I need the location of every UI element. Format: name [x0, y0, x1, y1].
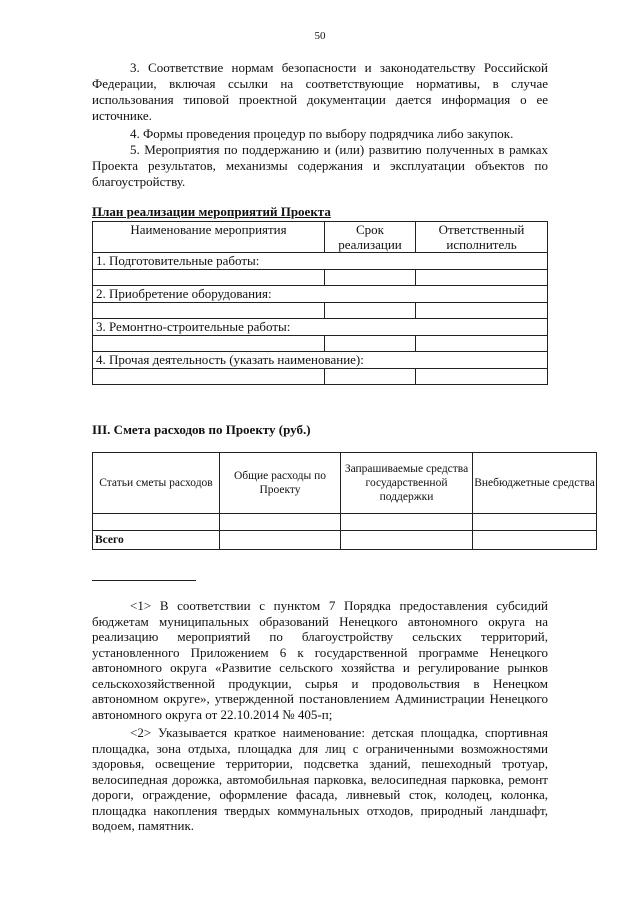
plan-section-row — [93, 253, 548, 270]
footnote-2: <2> Указывается краткое наименование: детская площадка, спортивная площадка, зона отдыха, площадка для лиц с ограниченными возможностями здоровья, освещение территории, подсветка зданий, пешеходный тротуар, велосипедная дорожка, автомобильная парковка, велосипедная парковка, ремонт дороги, ограждение, оформление фасада, ливневый сток, колодец, колонка, площадка накопления твердых коммунальных отходов, природный ландшафт, водоем, памятник. — [92, 725, 548, 833]
budget-header-row — [93, 453, 597, 514]
plan-blank-row — [93, 369, 548, 385]
paragraph-4: 4. Формы проведения процедур по выбору подрядчика либо закупок. — [130, 126, 514, 141]
plan-blank-row — [93, 336, 548, 352]
plan-table — [92, 221, 548, 385]
footnote-1: <1> В соответствии с пунктом 7 Порядка предоставления субсидий бюджетам муниципальных образований Ненецкого автономного округа на реализацию мероприятий по благоустройству сельских территорий, установленного Приложением 6 к государственной программе Ненецкого автономного округа «Развитие сельского хозяйства и регулирование рынков сельскохозяйственной продукции, сырья и продовольствия в Ненецком автономном округе», утвержденной постановлением Администрации Ненецкого автономного округа от 22.10.2014 № 405-п; — [92, 598, 548, 722]
plan-heading: План реализации мероприятий Проекта — [92, 204, 331, 219]
page-number: 50 — [314, 30, 326, 42]
budget-header-requested: Запрашиваемые средства государственной поддержки — [341, 453, 473, 514]
plan-header-responsible: Ответственный исполнитель — [416, 222, 548, 253]
plan-section-label: 2. Приобретение оборудования: — [93, 286, 548, 303]
plan-section-label: 4. Прочая деятельность (указать наименование): — [93, 352, 548, 369]
budget-table — [92, 452, 597, 550]
plan-blank-row — [93, 270, 548, 286]
paragraph-5: 5. Мероприятия по поддержанию и (или) развитию полученных в рамках Проекта результатов, механизмы содержания и эксплуатации объектов по благоустройству. — [92, 142, 548, 189]
budget-total-row — [93, 531, 597, 550]
budget-total-label: Всего — [93, 531, 220, 550]
plan-section-row — [93, 286, 548, 303]
budget-header-items: Статьи сметы расходов — [93, 453, 220, 514]
budget-blank-row — [93, 514, 597, 531]
plan-header-name: Наименование мероприятия — [93, 222, 325, 253]
budget-heading: III. Смета расходов по Проекту (руб.) — [92, 422, 311, 437]
plan-header-term: Срок реализации — [325, 222, 416, 253]
paragraph-3: 3. Соответствие нормам безопасности и законодательству Российской Федерации, включая ссылки на соответствующие нормативы, в случае использования типовой проектной документации дается информация о ее источнике. — [92, 60, 548, 123]
budget-header-total: Общие расходы по Проекту — [220, 453, 341, 514]
plan-section-label: 3. Ремонтно-строительные работы: — [93, 319, 548, 336]
footnote-separator — [92, 580, 196, 581]
plan-section-label: 1. Подготовительные работы: — [93, 253, 548, 270]
budget-header-extrabudget: Внебюджетные средства — [473, 453, 597, 514]
plan-section-row — [93, 352, 548, 369]
plan-section-row — [93, 319, 548, 336]
plan-blank-row — [93, 303, 548, 319]
plan-header-row — [93, 222, 548, 253]
